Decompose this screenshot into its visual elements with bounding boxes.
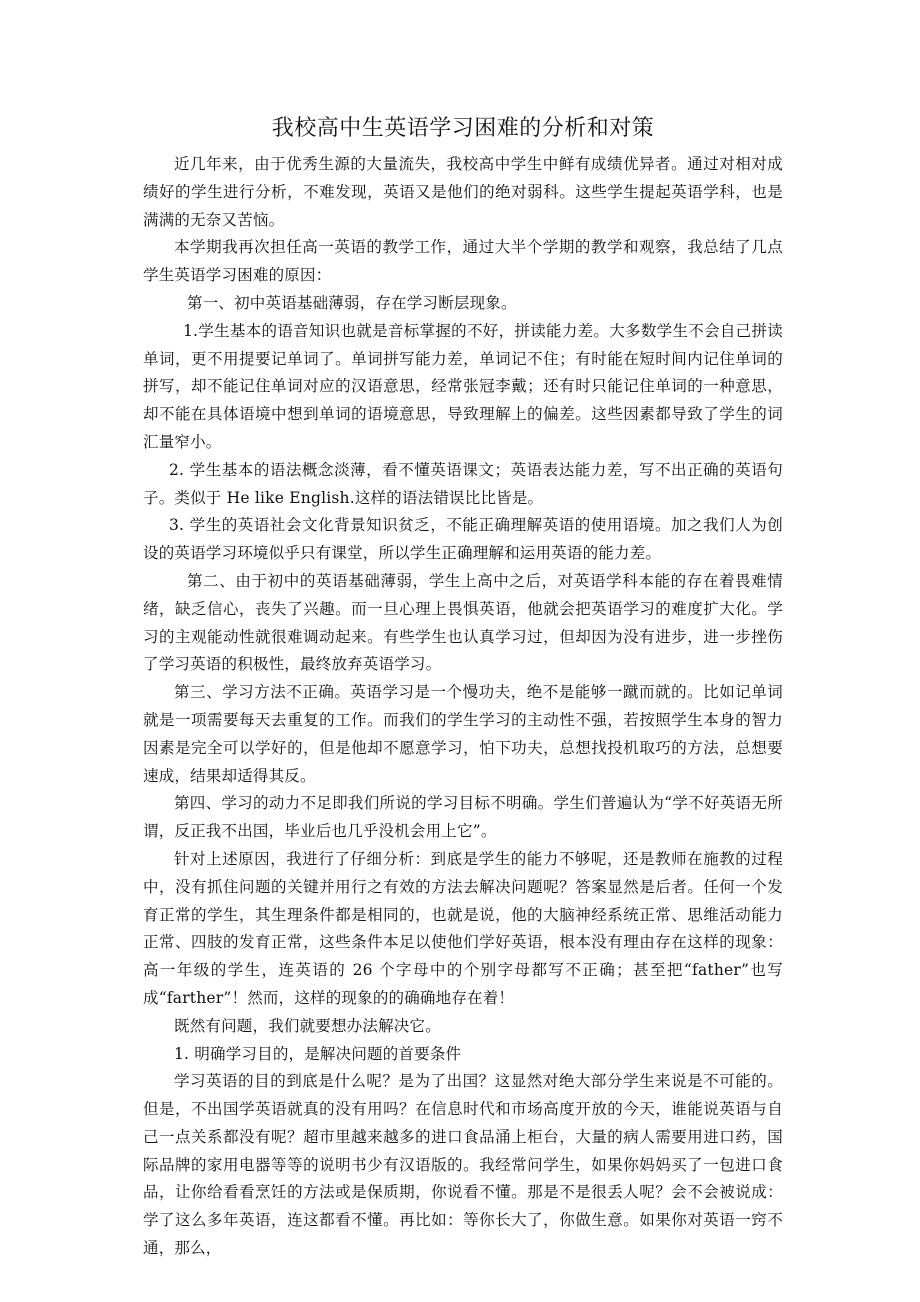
paragraph-intro: 近几年来，由于优秀生源的大量流失，我校高中学生中鲜有成绩优异者。通过对相对成绩好的学生进行分析，不难发现，英语又是他们的绝对弱科。这些学生提起英语学科，也是满满的无奈又苦恼。 <box>143 155 783 229</box>
document-body <box>143 113 783 1263</box>
paragraph-solution-1-body: 学习英语的目的到底是什么呢？是为了出国？这显然对绝大部分学生来说是不可能的。但是，不出国学英语就真的没有用吗？在信息时代和市场高度开放的今天，谁能说英语与自己一点关系都没有呢？超市里越来越多的进口食品涌上柜台，大量的病人需要用进口药，国际品牌的家用电器等等的说明书少有汉语版的。我经常问学生，如果你妈妈买了一包进口食品，让你给看看烹饪的方法或是保质期，你说看不懂。那是不是很丢人呢？会不会被说成：学了这么多年英语，连这都看不懂。再比如：等你长大了，你做生意。如果你对英语一窍不通，那么， <box>143 1072 783 1258</box>
paragraph-reason-4: 第四、学习的动力不足即我们所说的学习目标不明确。学生们普遍认为“学不好英语无所谓，反正我不出国，毕业后也几乎没机会用上它”。 <box>143 794 783 841</box>
paragraph-solve: 既然有问题，我们就要想办法解决它。 <box>174 1016 441 1035</box>
paragraph-reason-1-item-2: 2. 学生基本的语法概念淡薄，看不懂英语课文；英语表达能力差，写不出正确的英语句子。类似于 He like English.这样的语法错误比比皆是。 <box>143 460 783 507</box>
paragraph-reason-1: 第一、初中英语基础薄弱，存在学习断层现象。 <box>187 293 517 312</box>
document-title: 我校高中生英语学习困难的分析和对策 <box>271 116 655 141</box>
paragraph-analysis: 针对上述原因，我进行了仔细分析：到底是学生的能力不够呢，还是教师在施教的过程中，没有抓住问题的关键并用行之有效的方法去解决问题呢？答案显然是后者。任何一个发育正常的学生，其生理条件都是相同的，也就是说，他的大脑神经系统正常、思维活动能力正常、四肢的发育正常，这些条件本足以使他们学好英语，根本没有理由存在这样的现象：高一年级的学生，连英语的 26 个字母中的个别字母都写不正确；甚至把“father”也写成“farther”！然而，这样的现象的的确确地存在着！ <box>143 849 783 1007</box>
paragraph-reason-3: 第三、学习方法不正确。英语学习是一个慢功夫，绝不是能够一蹴而就的。比如记单词就是一项需要每天去重复的工作。而我们的学生学习的主动性不强，若按照学生本身的智力因素是完全可以学好的，但是他却不愿意学习，怕下功夫，总想找投机取巧的方法，总想要速成，结果却适得其反。 <box>143 683 783 785</box>
paragraph-reason-1-item-1: 1.学生基本的语音知识也就是音标掌握的不好，拼读能力差。大多数学生不会自己拼读单词，更不用提要记单词了。单词拼写能力差，单词记不住；有时能在短时间内记住单词的拼写，却不能记住单词对应的汉语意思，经常张冠李戴；还有时只能记住单词的一种意思，却不能在具体语境中想到单词的语境意思，导致理解上的偏差。这些因素都导致了学生的词汇量窄小。 <box>143 321 783 451</box>
paragraph-reason-2: 第二、由于初中的英语基础薄弱，学生上高中之后，对英语学科本能的存在着畏难情绪，缺乏信心，丧失了兴趣。而一旦心理上畏惧英语，他就会把英语学习的难度扩大化。学习的主观能动性就很难调动起来。有些学生也认真学习过，但却因为没有进步，进一步挫伤了学习英语的积极性，最终放弃英语学习。 <box>143 571 783 674</box>
paragraph-solution-1-heading: 1. 明确学习目的，是解决问题的首要条件 <box>174 1044 462 1063</box>
paragraph-reason-1-item-3: 3. 学生的英语社会文化背景知识贫乏，不能正确理解英语的使用语境。加之我们人为创设的英语学习环境似乎只有课堂，所以学生正确理解和运用英语的能力差。 <box>143 516 783 563</box>
paragraph-semester: 本学期我再次担任高一英语的教学工作，通过大半个学期的教学和观察，我总结了几点学生英语学习困难的原因： <box>143 238 783 285</box>
